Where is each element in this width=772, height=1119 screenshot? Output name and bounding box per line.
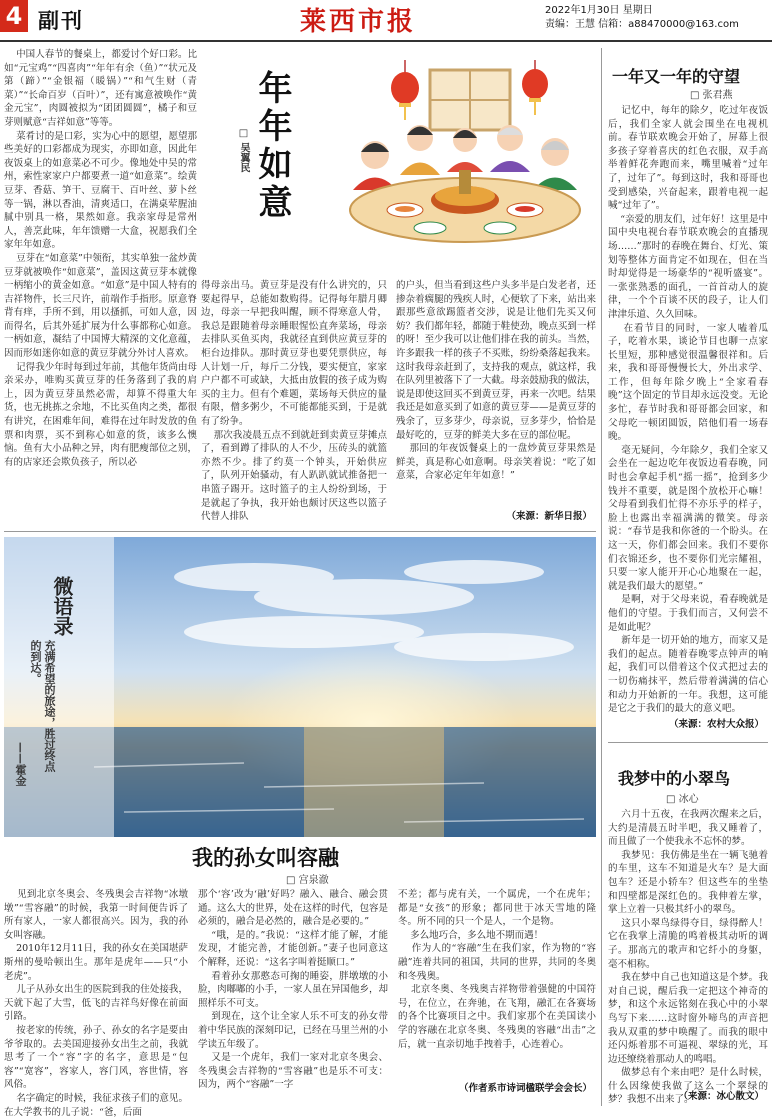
header-rule: [0, 40, 772, 42]
article-title: 我的孙女叫容融: [192, 845, 339, 870]
section-divider: [608, 742, 768, 743]
article-body-column: 的户头，但当看到这些户头多半是白发老者，还掺杂着瘸腿的残疾人时，心便软了下来，站出来跟那些意欲踢篮者交涉，说是让他们先买又何妨？我们都年轻，都随于鞋使劲，晚点买到一样的呀！至少我可以让他们排在我的前头。当然，许多跟我一样的孩子不买账，纷纷桑落起我来。这时我母亲赶到了，支持我的观点，就这样，我在队列里被落下了一大截。母亲鼓励我的做法，说是即使这回买不到黄豆芽，再来一次吧。结果我还是如意买到了如意的黄豆芽——是黄豆芽的残余了，豆多芽少，母亲说，豆多芽少，恰恰是最好吃的，豆芽的鲜美大多在豆的部位呢。 那回的年夜饭餐桌上的一盘炒黄豆芽果然是鲜美，真是称心如意啊。母亲笑着说：“吃了如意菜，合家必定年年如意！”: [396, 280, 596, 482]
date-line: 2022年1月30日 星期日: [545, 5, 653, 16]
article-body-column: 记忆中，每年的除夕，吃过年夜饭后，我们全家人就会围坐在电视机前。春节联欢晚会开始了，屏幕上很多孩子穿着喜庆的红色衣服，双手高举着鲜花奔跑而来，嘴里喊着“过年了，过年了”。每到这时，我和哥哥也受到感染，兴奋起来，跟着电视一起喊“过年了”。 “亲爱的朋友们，过年好！这里是中国中央电视台春节联欢晚会的直播现场……”那时的春晚在舞台、灯光、策划等整体方面肯定不如现在，但在当时却觉得是一场豪华的“视听盛宴”。一张张熟悉的面孔，一首首动人的旋律，一个个百谈不厌的段子，让人们津津乐道、久久回味。 在看节目的同时，一家人嗑着瓜子，吃着水果，谈论节目也聊一点家长里短，那种感觉很温馨很祥和。后来，我和哥哥慢慢长大，外出求学、工作，但每年除夕晚上“全家看春晚”这个固定的节目却永远没变。无论多忙，春节时我和哥哥都会回家，和父母吃一顿团圆饭，陪他们看一场春晚。 毫无疑问，今年除夕，我们全家又会坐在一起边吃年夜饭边看春晚，同时也会拿起手机“摇一摇”，抢到多少钱并不重要，就是图个放松开心嘛！父母看到我们忙得不亦乐乎的样子，脸上也露出幸福满满的微笑。母亲说：“春节是我和你爸的一个盼头。在这一天，你们都会回来。我们不要你们衣锦还乡，也不要你们光宗耀祖，只要一家人能开开心心地聚在一起，就是我们最大的愿望。” 是啊，对于父母来说，看春晚就是他们的守望。于我们而言，又何尝不是如此呢？ 新年是一切开始的地方，而家又是我们的起点。随着春晚零点钟声的响起，我们可以借着这个仪式把过去的一切伤痛抹平，然后带着满满的信心和动力开始新的一年。我想，这可能是它之于我们的最大的意义吧。: [608, 105, 768, 715]
article-byline: □ 宫泉澈: [286, 871, 329, 886]
article-source: （来源：冰心散文）: [678, 1091, 764, 1102]
section-divider: [4, 531, 596, 532]
section-title: 微语录: [50, 576, 74, 636]
article-body-column: 得母亲出马。黄豆芽是没有什么讲究的，只要起得早，总能如数购得。记得每年腊月卿边，母亲一早把我叫醒，顾不得寒意人骨，我总是跟随着母亲睡眼惺忪直奔菜场，母亲去排队买鱼买肉，我就径直到供应黄豆芽的柜台边排队。那时黄豆芽也要凭票供应，每人计划一斤，每斤二分钱，要实便宜，家家户户都不可或缺，大抵由放假的孩子成为购买的主力。但有个难题，菜场每天供应的量有限，僧多粥少，不可能都能买到，于是就有了纷争。 那次我凌晨五点不到就赶到卖黄豆芽摊点了，看到蹲了排队的人不少，压砖头的就篮亦然不少。排了约莫一个钟头，开始供应了，队列开始骚动，有人趴趴就试推备把一串篮子踢开。这时篮子的主人纷纷到场，于是就起了争执，我开始也颇讨厌这些以篮子代替人排队: [201, 280, 387, 523]
quote-text: 充满希望的旅途，胜过终点的到达。: [29, 640, 56, 772]
article-byline: □ 冰心: [666, 790, 699, 805]
article-source: （来源：新华日报）: [506, 511, 592, 522]
page-number: 4: [0, 0, 28, 32]
article-body-column: 六月十五夜，在我两次醒来之后，大约是清晨五时半吧，我又睡着了，而且做了一个使我永不忘怀的梦。 我梦见：我仿佛是坐在一辆飞驰着的车里，这车不知道是火车？是大面包车？还是小轿车？但这些车的坐垫和四壁都是深红色的。我伸着左掌，掌上立着一只极其纤小的翠鸟。 这只小翠鸟绿得夺目，绿得醉人！它在我掌上清脆的鸣着极其动听的调子。那高亢的歌声和它纤小的身躯，毫不相称。 我在梦中自己也知道这是个梦。我对自己说，醒后我一定把这个神奇的梦，和这个永远铭刻在我心中的小翠鸟写下来……这时窗外啼鸟的声音把我从双重的梦中唤醒了。而我的眼中还闪烁着那不可逼视、翠绿的光，耳边还缭绕着那动人的鸣唱。 做梦总有个来由吧？是什么时候，什么因缘使我做了这么一个翠绿的梦？我想不出来了。: [608, 809, 768, 1106]
column-divider: [601, 48, 602, 1106]
article-title: 年年如意: [252, 70, 292, 222]
article-title: 一年又一年的守望: [612, 67, 741, 86]
article-byline: □ 张君燕: [690, 86, 733, 101]
header-info: [545, 4, 739, 32]
article-source: （作者系市诗词楹联学会会长）: [458, 1083, 592, 1094]
article-title: 我梦中的小翠鸟: [618, 769, 731, 788]
article-source: （来源：农村大众报）: [668, 719, 764, 730]
family-feast-illustration: [335, 60, 595, 250]
article-body-column: 不差；都与虎有关，一个属虎，一个在虎年；都是“女孩”的形象；都同世于冰天雪地的隆冬。所不同的只一个是人，一个是物。 多么地巧合，多么地不期而遇！ 作为人的“容融”生在我们家，作为物的“容融”连着共同的祖国，共同的世界，共同的冬奥和冬残奥。 北京冬奥、冬残奥吉祥物带着强健的中国符号，在位立，在奔驰，在飞翔，融汇在各赛场的各个比赛项目之中。我们家那个在美国读小学的容融在北京冬奥、冬残奥的容融“出击”之后，就一直亲切地手拽着手，心连着心。: [398, 889, 596, 1050]
sunset-sea-photo: [4, 537, 596, 837]
article-byline: □ 吴翼民: [236, 128, 251, 172]
article-body-column: 中国人春节的餐桌上，都爱讨个好口彩。比如“元宝鸡”“四喜肉”“年年有余（鱼）”“状元及第（蹄）”“金银福（暖锅）”“和气生财（青菜）”“长命百岁（百叶）”，还有寓意被唤作“黄金元宝”，肉圆被拟为“团团圆圆”，橘子和豆芽则赋意“吉祥如意”等等。 菜肴讨的是口彩，实为心中的愿望，愿望那些美好的口彩都成为现实，亦即如意，因此年夜饭桌上的如意菜必不可少。像地处中吴的常州，索性家家户户都要煮一道“如意菜”。绘黄豆芽、香菇、笋干、豆腐干、百叶丝、萝卜丝等一锅，淋以香油，清爽适口，在满桌荤腥油腻中别具一格，果然如意。我亲家母是常州人，善烹此味，年年馈赠一大盒，祝愿我们全家年年如意。 豆芽在“如意菜”中领衔，其实单独一盆炒黄豆芽就被唤作“如意菜”，盖因这黄豆芽本就像一柄缩小的黄金如意。“如意”是中国人特有的吉祥物件，长三尺许，前端作手指形。原意脊背有痒，手所不到，用以搔抓，可如人意，因而得名，后其外延扩展为什么事都称心如意。一柄如意，凝结了中国博大精深的文化意蕴，因而形如迷你如意的黄豆芽就分外讨人喜欢。 记得我少年时每到过年前，其他年货尚由母亲采办，唯购买黄豆芽的任务落到了我的肩上，因为黄豆芽虽然必需，却算不得重大年货，也无挑拣之余地，不比买鱼肉之类，都很有讲究，在困难年间，难得在过年时发放的鱼票和肉票，买不到称心如意的货，该多么懊恼。鱼有大小品种之异，肉有肥瘦部位之别，有的店家还会欺负孩子，所以必: [4, 49, 197, 468]
masthead-logo: 莱西市报: [300, 7, 417, 37]
article-body-column: 那个‘容’改为‘融’好吗？融入、融合、融会贯通。这么大的世界，处在这样的时代，包容是必须的，融合是必然的，融合是必要的。” “哦，是的。”我说：“这样才能了解，才能发现，才能完善，才能创新。”妻子也同意这个解释，还说：“这名字叫着挺顺口。” 看着孙女那憨态可掬的睡姿，胖墩墩的小脸，肉嘟嘟的小手，一家人虽在异国他乡，却照样乐不可支。 到现在，这个让全家人乐不可支的孙女带着中华民族的深刻印记，已经在马里兰州的小学读五年级了。 又是一个虎年，我们一家对北京冬奥会、冬残奥会吉祥物的“雪容融”也是乐不可支：因为，两个“容融”一字: [198, 889, 389, 1091]
section-title: 副刊: [38, 9, 84, 33]
editor-line: 责编：王慧 信箱：a88470000@163.com: [545, 19, 739, 30]
article-body-column: 见到北京冬奥会、冬残奥会吉祥物“冰墩墩”“雪容融”的时候，我第一时间便告诉了所有家人，一家人都很高兴。因为，我的孙女叫容融。 2010年12月11日，我的孙女在美国堪萨斯州的曼哈顿出生。那年是虎年——只“小老虎”。 儿子从孙女出生的医院到我的住处接我，天就下起了大雪，低飞的吉祥鸟好像在前面引路。 按老家的传统，孙子、孙女的名字是要由爷爷取的。去美国迎接孙女出生之前，我就思考了一个“容”字的名字，意思是“包容”“宽容”，容家人，容门风，容世情，容风俗。 名字确定的时候，我征求孩子们的意见。在大学教书的儿子说：“爸，后面: [4, 889, 188, 1118]
quote-author: ——霍金: [14, 742, 27, 786]
